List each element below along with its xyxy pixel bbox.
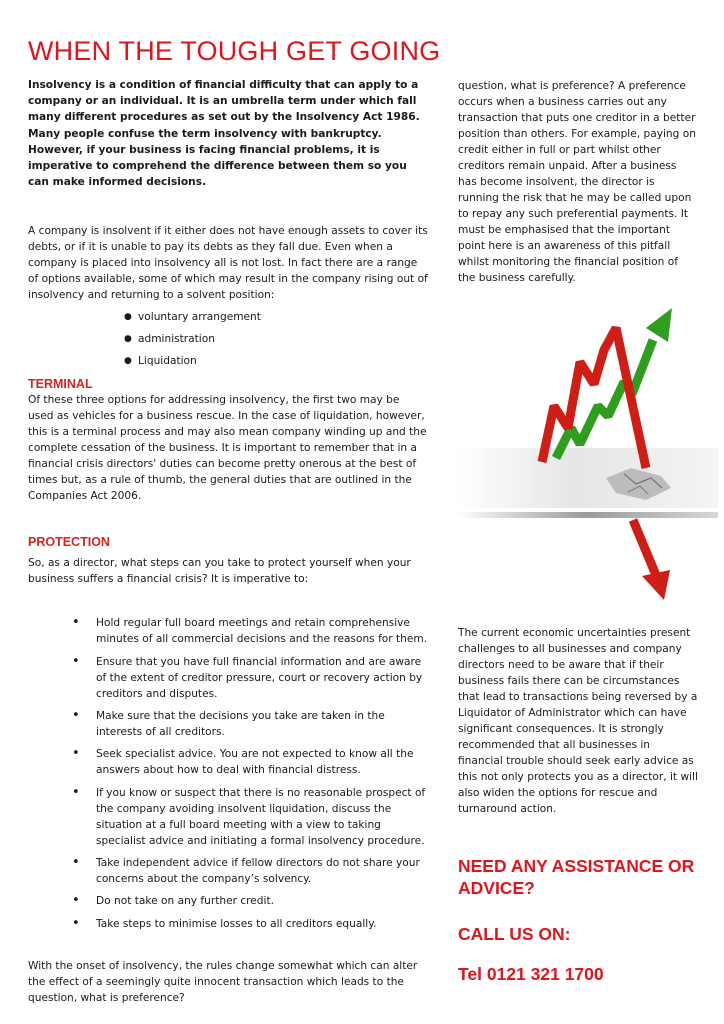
list-item: • Hold regular full board meetings and retain comprehensive minutes of all commercial decisions and the reasons for them. (72, 615, 428, 647)
list-item: • Seek specialist advice. You are not expected to know all the answers about how to deal with financial distress. (72, 746, 428, 778)
list-item: • Take independent advice if fellow directors do not share your concerns about the company’s solvency. (72, 855, 428, 887)
steps-list (72, 615, 428, 931)
list-item: • If you know or suspect that there is no reasonable prospect of the company avoiding insolvent liquidation, discuss the situation at a full board meeting with a view to taking specialist advice and initiating a formal insolvency procedure. (72, 785, 428, 849)
red-down-arrow-green-up-arrow-icon (456, 288, 718, 618)
assistance-heading: NEED ANY ASSISTANCE OR ADVICE? (458, 856, 695, 898)
phone-number: Tel 0121 321 1700 (458, 964, 604, 984)
list-item: • Do not take on any further credit. (72, 893, 428, 909)
list-item: ● administration (124, 331, 428, 347)
right-column-bottom (458, 625, 698, 985)
call-us-heading: CALL US ON: (458, 924, 571, 944)
protection-heading: PROTECTION (28, 535, 110, 550)
terminal-heading: TERMINAL (28, 377, 93, 392)
intro-paragraph: Insolvency is a condition of financial difficulty that can apply to a company or an individual. It is an umbrella term under which fall many different procedures as set out by the Insolvency Act 1986. Many people confuse the term insolvency with bankruptcy. However, if your business is facing financial problems, it is imperative to comprehend the difference between them so you can make informed decisions. (28, 79, 420, 189)
closing-paragraph: With the onset of insolvency, the rules change somewhat which can alter the effect of a seemingly quite innocent transaction which leads to the question, what is preference? (28, 959, 418, 1004)
preference-paragraph: question, what is preference? A preference occurs when a business carries out any transaction that puts one creditor in a better position than others. For example, paying on credit either in full or part whilst other creditors remain unpaid. After a business has become insolvent, the director is running the risk that he may be called upon to repay any such preferential payments. It must be emphasised that the important point here is an awareness of this pitfall whilst monitoring the financial position of the business carefully. (458, 80, 696, 284)
insolvency-definition-paragraph: A company is insolvent if it either does not have enough assets to cover its debts, or if it is unable to pay its debts as they fall due. Even when a company is placed into insolvency all is not lost. In fact there are a range of options available, some of which may result in the company rising out of insolvency and returning to a solvent position: (28, 225, 428, 302)
advice-paragraph: The current economic uncertainties present challenges to all businesses and company directors need to be aware that if their business fails there can be circumstances that lead to transactions being reversed by a Liquidator of Administrator which can have significant consequences. It is strongly recommended that all businesses in financial trouble should seek early advice as this not only protects you as a director, it will also widen the options for rescue and turnaround action. (458, 627, 698, 815)
page-title: WHEN THE TOUGH GET GOING (28, 36, 441, 66)
list-item: ● Liquidation (124, 353, 428, 369)
right-column-top (458, 78, 698, 286)
list-item: • Take steps to minimise losses to all creditors equally. (72, 916, 428, 932)
options-list (124, 309, 428, 369)
list-item: ● voluntary arrangement (124, 309, 428, 325)
left-column (28, 77, 428, 1006)
list-item: • Ensure that you have full financial information and are aware of the extent of creditor pressure, court or recovery action by creditors and disputes. (72, 654, 428, 702)
protection-paragraph: So, as a director, what steps can you take to protect yourself when your business suffers a financial crisis? It is imperative to: (28, 557, 411, 586)
list-item: • Make sure that the decisions you take are taken in the interests of all creditors. (72, 708, 428, 740)
terminal-paragraph: Of these three options for addressing insolvency, the first two may be used as vehicles for a business rescue. In the case of liquidation, however, this is a terminal process and may also mean company winding up and the complete cessation of the business. It is important to remember that in a financial crisis directors' duties can become pretty onerous at the best of times but, as a rule of thumb, the general duties that are outlined in the Companies Act 2006. (28, 394, 427, 503)
